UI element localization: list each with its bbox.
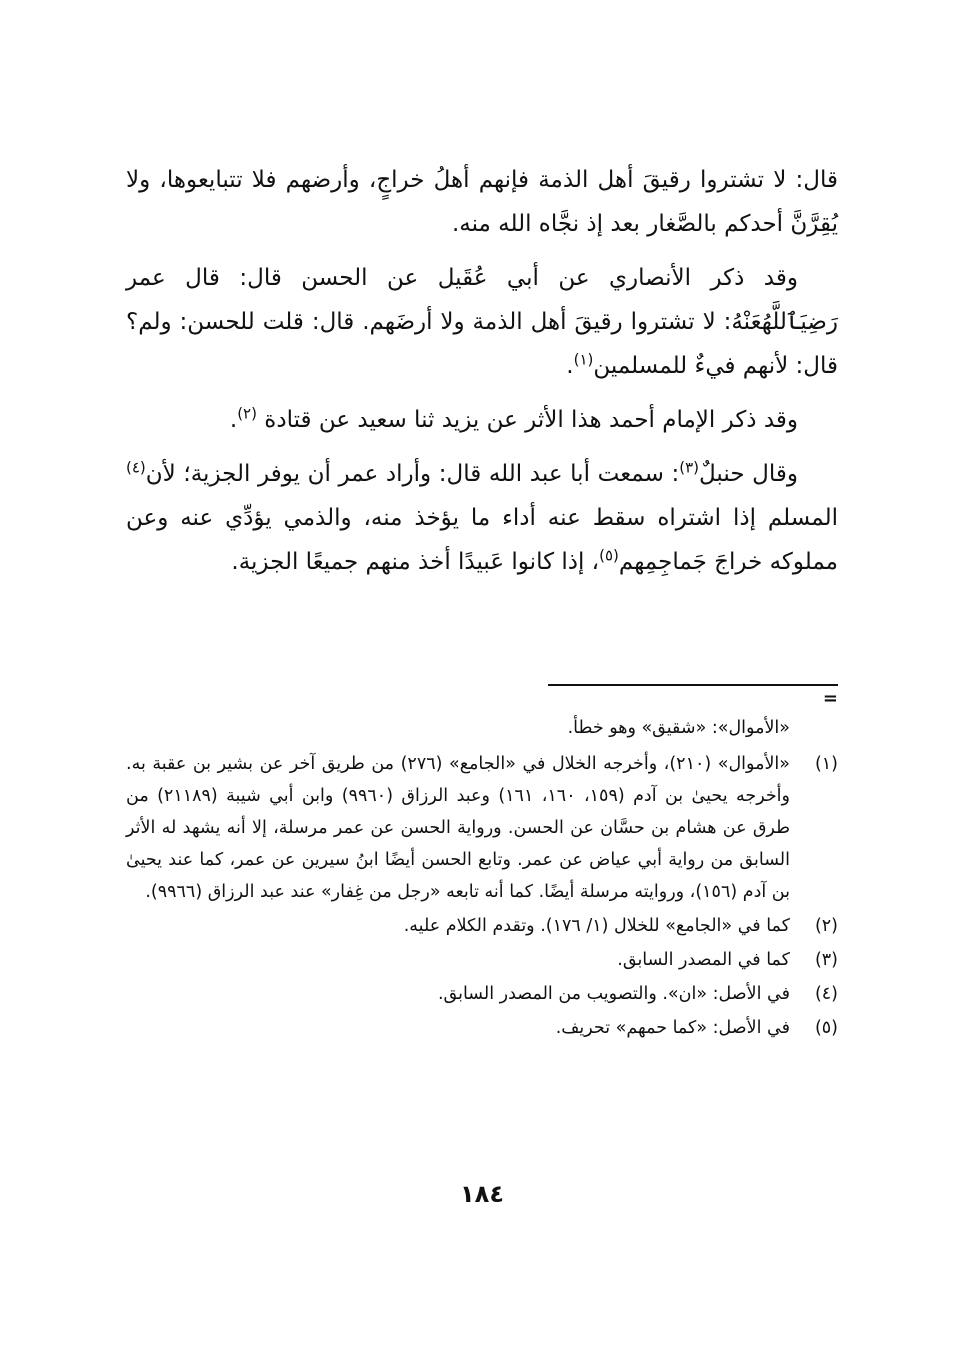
footnote-text: في الأصل: «ان». والتصويب من المصدر السابق. xyxy=(437,984,790,1004)
footnote-continuation: «الأموال»: «شقيق» وهو خطأ. xyxy=(567,718,790,738)
paragraph-4 xyxy=(126,452,838,584)
paragraph-4-part-b: : سمعت أبا عبد الله قال: وأراد عمر أن يوفر الجزية؛ لأن xyxy=(145,461,680,487)
footnote-text: كما في «الجامع» للخلال (١/ ١٧٦). وتقدم الكلام عليه. xyxy=(403,916,790,936)
footnote-ref-3[interactable]: (٣) xyxy=(679,458,700,477)
paragraph-4-part-c: المسلم إذا اشتراه سقط عنه أداء ما يؤخذ منه، والذمي يؤدِّي عنه وعن مملوكه خراجَ جَماجِمِهم xyxy=(126,505,838,575)
footnote-item-4 xyxy=(126,978,838,1010)
footnote-text: كما في المصدر السابق. xyxy=(617,950,790,970)
paragraph-3-text: وقد ذكر الإمام أحمد هذا الأثر عن يزيد ثنا سعيد عن قتادة xyxy=(264,407,798,433)
footnote-continuation-mark: = xyxy=(822,688,838,709)
footnote-item-3 xyxy=(126,944,838,976)
footnote-item-2 xyxy=(126,910,838,942)
paragraph-4-part-d: ، إذا كانوا عَبيدًا أخذ منهم جميعًا الجزية. xyxy=(231,549,600,575)
footnote-text: في الأصل: «كما حمهم» تحريف. xyxy=(555,1018,790,1038)
paragraph-4-part-a: وقال حنبلٌ xyxy=(699,461,798,487)
footnotes-block xyxy=(126,712,838,1046)
paragraph-2 xyxy=(126,256,838,388)
footnote-number: (٥) xyxy=(814,1018,838,1038)
footnote-ref-1[interactable]: (١) xyxy=(573,350,594,369)
footnote-text: «الأموال» (٢١٠)، وأخرجه الخلال في «الجامع» (٢٧٦) من طريق آخر عن بشير بن عقبة به. وأخرجه يحيىٰ بن آدم (١٥٩، ١٦٠، ١٦١) وعبد الرزاق (٩٩٦٠) وابن أبي شيبة (٢١١٨٩) من طرق عن هشام بن حسَّان عن الحسن. ورواية الحسن عن عمر مرسلة، إلا أنه يشهد له الأثر السابق من رواية أبي عياض عن عمر. وتابع الحسن أيضًا ابنُ سيرين عن عمر، كما عند يحيىٰ بن آدم (١٥٦)، وروايته مرسلة أيضًا. كما أنه تابعه «رجل من غِفار» عند عبد الرزاق (٩٩٦٦). xyxy=(126,754,790,902)
footnote-ref-2[interactable]: (٢) xyxy=(237,404,257,423)
paragraph-3 xyxy=(126,398,838,442)
paragraph-1 xyxy=(126,158,838,246)
footnote-number: (٢) xyxy=(814,916,838,936)
footnote-separator xyxy=(548,684,838,686)
paragraph-1-text: قال: لا تشتروا رقيقَ أهل الذمة فإنهم أهلُ خراجٍ، وأرضهم فلا تتبايعوها، ولا يُقِرَّنَّ أحدكم بالصَّغار بعد إذ نجَّاه الله منه. xyxy=(126,167,838,237)
footnote-number: (٤) xyxy=(814,984,838,1004)
footnote-ref-4[interactable]: (٤) xyxy=(126,458,146,477)
footnote-number: (٣) xyxy=(814,950,838,970)
page-number: ١٨٤ xyxy=(460,1180,504,1208)
footnote-number: (١) xyxy=(814,754,838,774)
paragraph-3-end: . xyxy=(229,407,238,433)
footnote-ref-5[interactable]: (٥) xyxy=(599,546,619,565)
footnote-item-5 xyxy=(126,1012,838,1044)
footnote-item-1 xyxy=(126,748,838,908)
paragraph-2-text: وقد ذكر الأنصاري عن أبي عُقَيل عن الحسن قال: قال عمر رَضِيَٱللَّهُعَنْهُ: لا تشتروا رقيقَ أهل الذمة ولا أرضَهم. قال: قلت للحسن: ولم؟ قال: لأنهم فيءٌ للمسلمين xyxy=(126,265,838,379)
paragraph-2-end: . xyxy=(566,353,574,379)
main-text-block xyxy=(126,158,838,594)
